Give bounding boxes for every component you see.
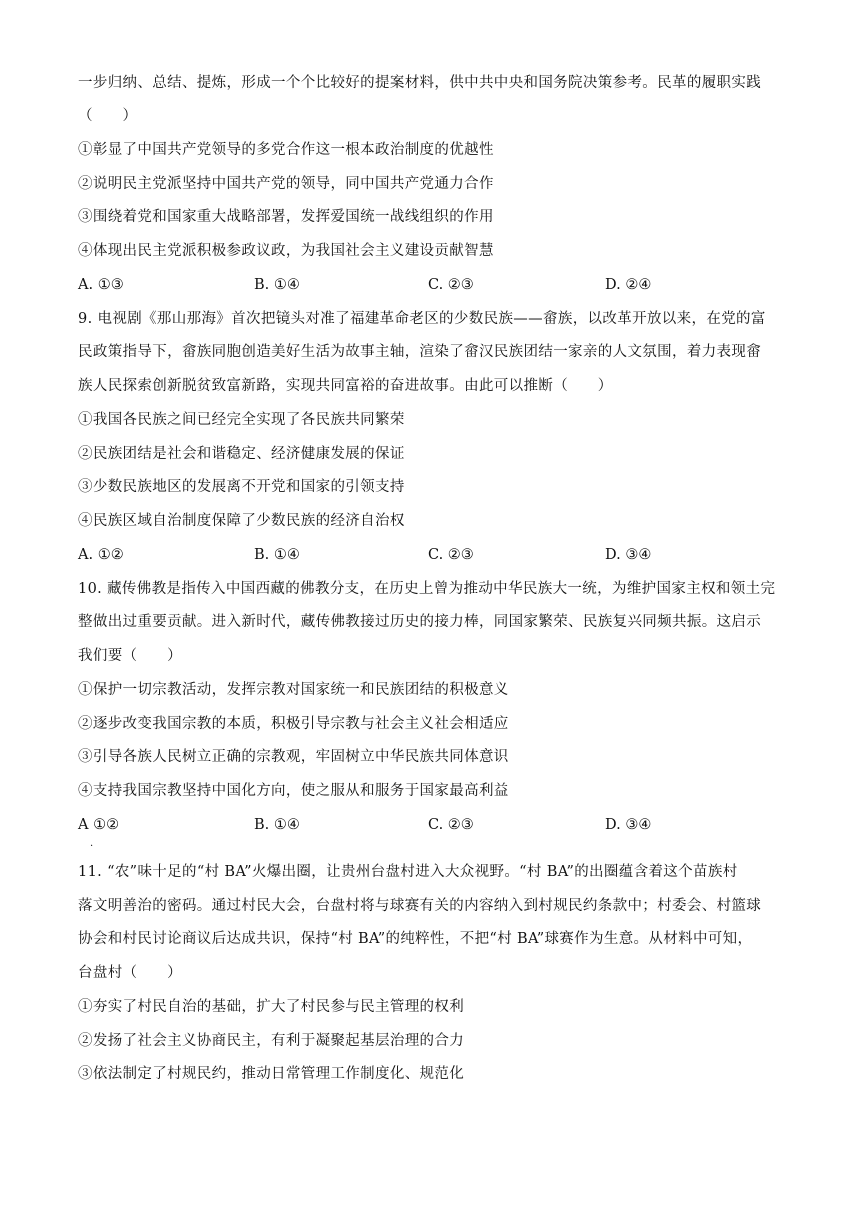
q10-text-line-1: 10. 藏传佛教是指传入中国西藏的佛教分支，在历史上曾为推动中华民族大一统，为维护国家主权和领土完 — [78, 581, 776, 597]
q9-option-c: C. ②③ — [428, 547, 474, 563]
stray-dot-mark: . — [90, 838, 94, 849]
q8-statement-2: ②说明民主党派坚持中国共产党的领导，同中国共产党通力合作 — [78, 176, 494, 192]
q8-option-a: A. ①③ — [78, 277, 124, 293]
q10-text-line-2: 整做出过重要贡献。进入新时代，藏传佛教接过历史的接力棒，同国家繁荣、民族复兴同频共振。这启示 — [78, 614, 762, 630]
q9-statement-4: ④民族区域自治制度保障了少数民族的经济自治权 — [78, 513, 405, 529]
q11-text-line-3: 协会和村民讨论商议后达成共识，保持“村 BA”的纯粹性，不把“村 BA”球赛作为生意。从材料中可知， — [78, 931, 753, 947]
q10-statement-1: ①保护一切宗教活动，发挥宗教对国家统一和民族团结的积极意义 — [78, 682, 509, 698]
q8-statement-1: ①彰显了中国共产党领导的多党合作这一根本政治制度的优越性 — [78, 142, 494, 158]
q9-text-line-1: 9. 电视剧《那山那海》首次把镜头对准了福建革命老区的少数民族——畲族，以改革开放以来，在党的富 — [78, 311, 766, 327]
q8-option-c: C. ②③ — [428, 277, 474, 293]
q11-statement-2: ②发扬了社会主义协商民主，有利于凝聚起基层治理的合力 — [78, 1033, 465, 1049]
q8-text-line-2: （ ） — [78, 108, 138, 124]
q8-option-d: D. ②④ — [605, 277, 652, 293]
q9-options — [78, 545, 778, 565]
q8-statement-3: ③围绕着党和国家重大战略部署，发挥爱国统一战线组织的作用 — [78, 209, 494, 225]
q8-options — [78, 275, 778, 295]
q8-statement-4: ④体现出民主党派积极参政议政，为我国社会主义建设贡献智慧 — [78, 243, 494, 259]
q9-statement-3: ③少数民族地区的发展离不开党和国家的引领支持 — [78, 479, 405, 495]
q10-option-a: A ①② — [78, 817, 120, 833]
q9-option-b: B. ①④ — [254, 547, 300, 563]
q9-text-line-3: 族人民探索创新脱贫致富新路，实现共同富裕的奋进故事。由此可以推断（ ） — [78, 378, 613, 394]
q11-statement-1: ①夯实了村民自治的基础，扩大了村民参与民主管理的权利 — [78, 999, 465, 1015]
q9-statement-1: ①我国各民族之间已经完全实现了各民族共同繁荣 — [78, 412, 405, 428]
q10-option-b: B. ①④ — [254, 817, 300, 833]
q11-text-line-1: 11. “农”味十足的“村 BA”火爆出圈，让贵州台盘村进入大众视野。“村 BA”的出圈蕴含着这个苗族村 — [78, 864, 738, 880]
q10-statement-4: ④支持我国宗教坚持中国化方向，使之服从和服务于国家最高利益 — [78, 783, 509, 799]
q10-option-d: D. ③④ — [605, 817, 652, 833]
q9-text-line-2: 民政策指导下，畲族同胞创造美好生活为故事主轴，渲染了畲汉民族团结一家亲的人文氛围，着力表现畲 — [78, 344, 762, 360]
q10-option-c: C. ②③ — [428, 817, 474, 833]
q9-statement-2: ②民族团结是社会和谐稳定、经济健康发展的保证 — [78, 446, 405, 462]
q11-text-line-2: 落文明善治的密码。通过村民大会，台盘村将与球赛有关的内容纳入到村规民约条款中；村委会、村篮球 — [78, 898, 762, 914]
q9-option-a: A. ①② — [78, 547, 124, 563]
q10-text-line-3: 我们要（ ） — [78, 648, 182, 664]
q8-option-b: B. ①④ — [254, 277, 300, 293]
q9-option-d: D. ③④ — [605, 547, 652, 563]
q10-statement-3: ③引导各族人民树立正确的宗教观，牢固树立中华民族共同体意识 — [78, 749, 509, 765]
q11-text-line-4: 台盘村（ ） — [78, 965, 182, 981]
q10-statement-2: ②逐步改变我国宗教的本质，积极引导宗教与社会主义社会相适应 — [78, 716, 509, 732]
q11-statement-3: ③依法制定了村规民约，推动日常管理工作制度化、规范化 — [78, 1066, 465, 1082]
q10-options — [78, 815, 778, 835]
q8-text-line-1: 一步归纳、总结、提炼，形成一个个比较好的提案材料，供中共中央和国务院决策参考。民革的履职实践 — [78, 75, 762, 91]
